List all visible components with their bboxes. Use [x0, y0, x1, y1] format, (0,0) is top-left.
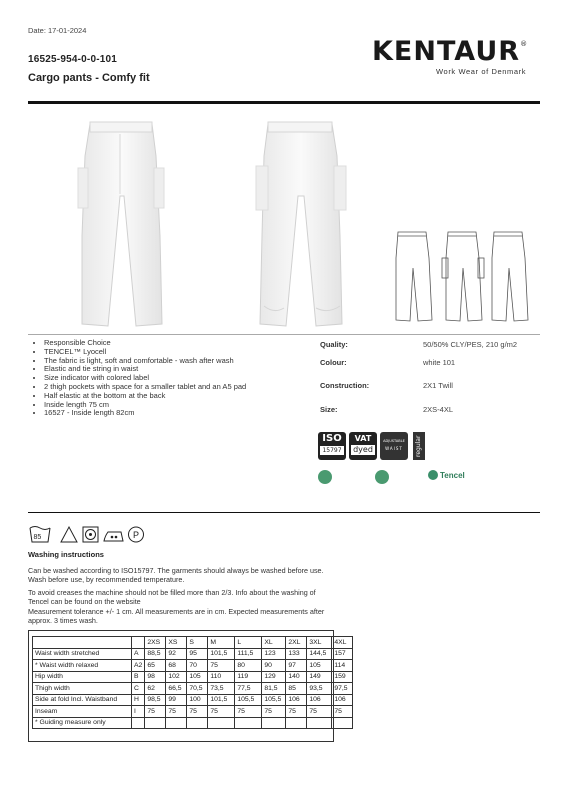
size-cell: 75 [208, 706, 235, 718]
size-cell: 98 [145, 671, 166, 683]
size-cell: Hip width [33, 671, 132, 683]
size-cell: * Waist width relaxed [33, 660, 132, 672]
feature-item: • Size indicator with colored label [44, 374, 246, 383]
size-cell: Side at fold Incl. Waistband [33, 694, 132, 706]
size-cell: 70,5 [187, 683, 208, 695]
size-cell: 75 [145, 706, 166, 718]
product-photo-front [70, 116, 170, 336]
size-table-row [33, 706, 353, 718]
spec-quality-value: 50/50% CLY/PES, 210 g/m2 [423, 340, 518, 349]
brand-logo: KENTAUR® [372, 36, 529, 67]
measurement-note: Measurement tolerance +/- 1 cm. All measurements are in cm. Expected measurements after approx. 3 times wash. [28, 607, 325, 625]
size-cell [132, 717, 145, 729]
size-cell: 97 [286, 660, 307, 672]
feature-item: • Inside length 75 cm [44, 401, 246, 410]
size-header-cell: M [208, 637, 235, 649]
size-table-row [33, 717, 353, 729]
size-cell: 92 [166, 648, 187, 660]
size-table-row [33, 694, 353, 706]
size-cell: Inseam [33, 706, 132, 718]
size-header-cell: 3XL [307, 637, 332, 649]
size-cell: Thigh width [33, 683, 132, 695]
size-header-cell: S [187, 637, 208, 649]
adjustable-waist-badge: ADJUSTABLE WAIST [380, 432, 408, 460]
size-cell: 75 [235, 706, 262, 718]
iron-icon [104, 532, 123, 541]
tencel-leaf-icon [428, 470, 438, 480]
size-cell: 75 [187, 706, 208, 718]
size-cell: 75 [208, 660, 235, 672]
size-cell: 101,5 [208, 694, 235, 706]
wash-85-icon [30, 527, 50, 543]
feature-list [28, 339, 246, 418]
size-header-cell: XS [166, 637, 187, 649]
size-cell: 106 [332, 694, 353, 706]
size-cell: 85 [286, 683, 307, 695]
feature-item: • Half elastic at the bottom at the back [44, 392, 246, 401]
responsible-choice-icon [318, 470, 332, 484]
size-cell [307, 717, 332, 729]
svg-text:85: 85 [33, 534, 42, 541]
size-cell: 140 [286, 671, 307, 683]
dryclean-p-icon [129, 527, 144, 542]
size-cell: C [132, 683, 145, 695]
care-symbols [28, 522, 148, 544]
size-header-cell: 2XS [145, 637, 166, 649]
size-cell: 149 [307, 671, 332, 683]
size-cell: 95 [187, 648, 208, 660]
feature-item: • The fabric is light, soft and comfortable - wash after wash [44, 357, 246, 366]
spec-construction-value: 2X1 Twill [423, 381, 453, 390]
size-cell: 157 [332, 648, 353, 660]
size-cell: 80 [235, 660, 262, 672]
size-cell: 66,5 [166, 683, 187, 695]
size-cell [235, 717, 262, 729]
feature-item: • 2 thigh pockets with space for a smaller tablet and an A5 pad [44, 383, 246, 392]
size-cell: 159 [332, 671, 353, 683]
product-photo-back [250, 116, 350, 336]
size-cell: 133 [286, 648, 307, 660]
size-cell: 75 [286, 706, 307, 718]
size-table-header [33, 637, 353, 649]
size-table [32, 636, 353, 729]
size-cell: 100 [187, 694, 208, 706]
size-header-cell: L [235, 637, 262, 649]
responsible-choice-icon [375, 470, 389, 484]
size-header-cell: 2XL [286, 637, 307, 649]
spec-size-value: 2XS-4XL [423, 405, 454, 414]
size-cell [145, 717, 166, 729]
size-cell: 90 [262, 660, 286, 672]
size-cell: 62 [145, 683, 166, 695]
size-cell: A2 [132, 660, 145, 672]
product-code: 16525-954-0-0-101 [28, 54, 118, 65]
spec-colour-label: Colour: [320, 358, 347, 367]
size-cell: 106 [286, 694, 307, 706]
size-header-cell: XL [262, 637, 286, 649]
size-cell: 105 [187, 671, 208, 683]
vat-dyed-badge: VAT dyed [349, 432, 377, 460]
size-cell: 98,5 [145, 694, 166, 706]
size-cell: Waist width stretched [33, 648, 132, 660]
size-cell: * Guiding measure only [33, 717, 132, 729]
size-header-cell [132, 637, 145, 649]
bleach-triangle-icon [61, 527, 77, 542]
size-cell: H [132, 694, 145, 706]
size-cell: 88,5 [145, 648, 166, 660]
size-cell: 129 [262, 671, 286, 683]
section-divider [28, 334, 540, 335]
size-cell: 110 [208, 671, 235, 683]
product-title: Cargo pants - Comfy fit [28, 72, 150, 84]
size-cell: 101,5 [208, 648, 235, 660]
size-cell: 119 [235, 671, 262, 683]
spec-quality-label: Quality: [320, 340, 348, 349]
size-table-row [33, 660, 353, 672]
size-cell: I [132, 706, 145, 718]
size-cell: 144,5 [307, 648, 332, 660]
size-cell [187, 717, 208, 729]
size-cell [286, 717, 307, 729]
spec-colour-value: white 101 [423, 358, 456, 367]
tencel-logo: Tencel [440, 471, 465, 480]
header-divider [28, 101, 540, 104]
size-cell: A [132, 648, 145, 660]
size-cell: 65 [145, 660, 166, 672]
feature-item: • Responsible Choice [44, 339, 246, 348]
size-cell: 114 [332, 660, 353, 672]
size-cell: 105,5 [262, 694, 286, 706]
size-cell: 105,5 [235, 694, 262, 706]
size-cell: 81,5 [262, 683, 286, 695]
size-table-row [33, 671, 353, 683]
size-cell: 70 [187, 660, 208, 672]
size-cell [262, 717, 286, 729]
washing-paragraph-2: To avoid creases the machine should not be filled more than 2/3. Info about the washing of Tencel can be found on the website [28, 588, 316, 606]
size-cell: 75 [166, 706, 187, 718]
size-table-row [33, 683, 353, 695]
size-cell: 106 [307, 694, 332, 706]
size-cell: 105 [307, 660, 332, 672]
size-cell [166, 717, 187, 729]
size-cell: 75 [332, 706, 353, 718]
size-cell [332, 717, 353, 729]
feature-item: • TENCEL™ Lyocell [44, 348, 246, 357]
size-cell [208, 717, 235, 729]
size-cell: 77,5 [235, 683, 262, 695]
size-cell: B [132, 671, 145, 683]
feature-item: • Elastic and tie string in waist [44, 365, 246, 374]
spec-construction-label: Construction: [320, 381, 370, 390]
feature-item: • 16527 - Inside length 82cm [44, 409, 246, 418]
size-cell: 102 [166, 671, 187, 683]
washing-paragraph-1: Can be washed according to ISO15797. The garments should always be washed before use. Wash before use, by recommended temperature. [28, 566, 324, 584]
size-cell: 97,5 [332, 683, 353, 695]
size-header-cell: 4XL [332, 637, 353, 649]
washing-instructions-heading: Washing instructions [28, 550, 104, 559]
svg-text:P: P [133, 530, 140, 540]
size-cell: 73,5 [208, 683, 235, 695]
brand-tagline: Work Wear of Denmark [436, 67, 527, 76]
size-cell: 93,5 [307, 683, 332, 695]
size-cell: 123 [262, 648, 286, 660]
spec-size-label: Size: [320, 405, 338, 414]
size-cell: 75 [262, 706, 286, 718]
regular-fit-badge: regular [413, 432, 425, 460]
technical-sketches [386, 228, 536, 328]
size-cell: 75 [307, 706, 332, 718]
document-date: Date: 17-01-2024 [28, 26, 87, 35]
size-cell: 111,5 [235, 648, 262, 660]
iso-badge: ISO 15797 [318, 432, 346, 460]
size-table-row [33, 648, 353, 660]
size-header-cell [33, 637, 132, 649]
size-cell: 68 [166, 660, 187, 672]
tumble-dry-icon [83, 527, 98, 542]
size-cell: 99 [166, 694, 187, 706]
section-divider [28, 512, 540, 513]
